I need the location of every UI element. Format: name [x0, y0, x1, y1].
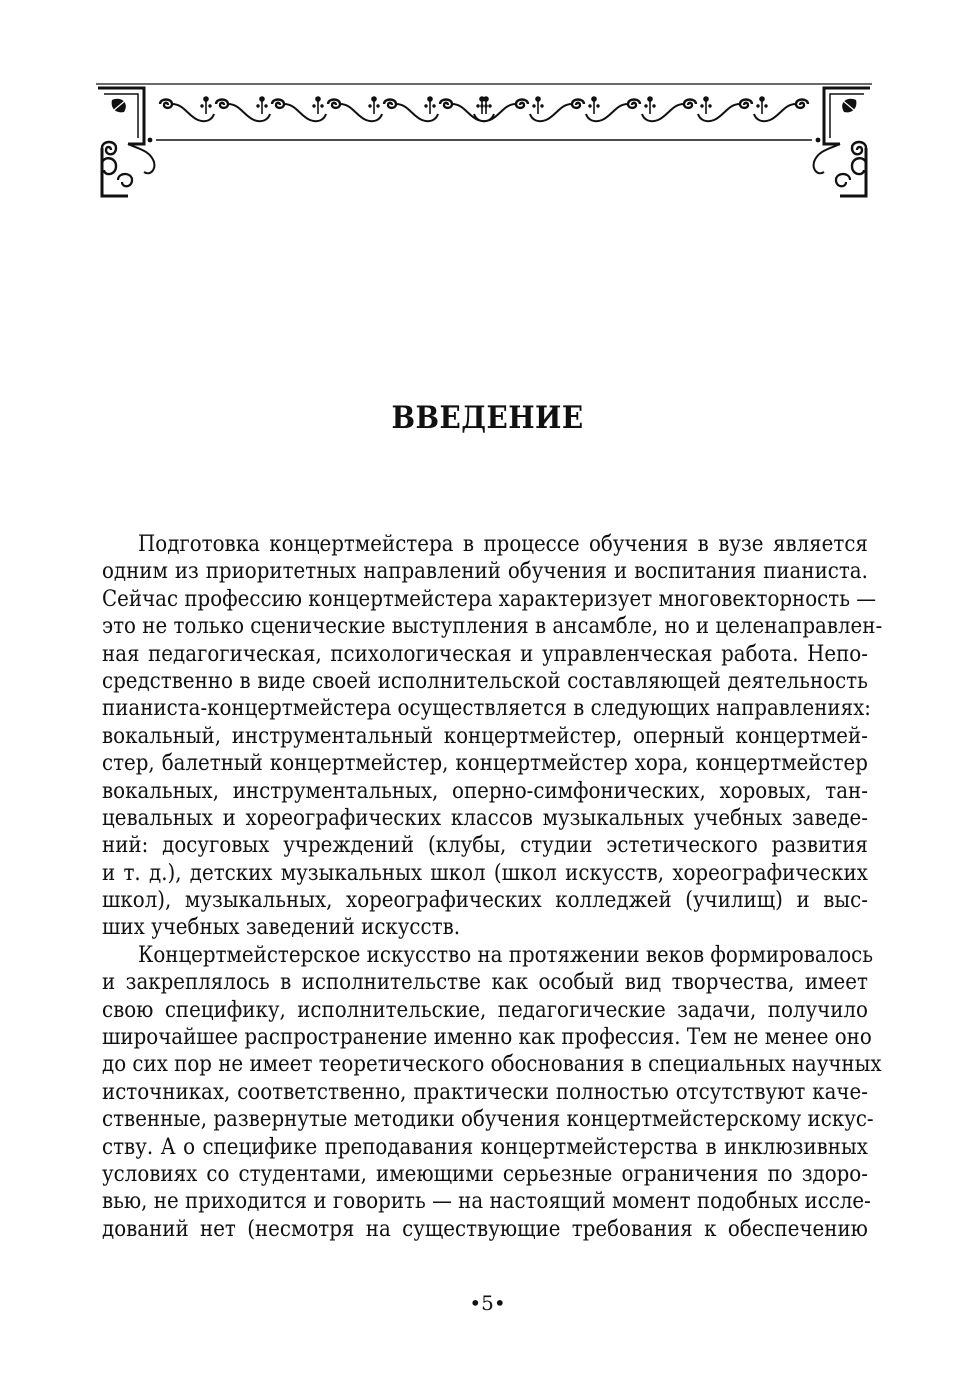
text-line: свою специфику, исполнительские, педагогические задачи, получило	[102, 997, 868, 1023]
text-line: широчайшее распространение именно как профессия. Тем не менее оно	[102, 1025, 872, 1051]
scroll-frieze	[160, 96, 494, 121]
text-line: одним из приоритетных направлений обучения и воспитания пианиста.	[102, 559, 868, 585]
text-line: ших учебных заведений искусств.	[102, 915, 461, 941]
text-line: вокальный, инструментальный концертмейстер, оперный концертмей-	[102, 723, 868, 749]
text-line: дований нет (несмотря на существующие требования к обеспечению	[102, 1216, 868, 1242]
text-line: цевальных и хореографических классов музыкальных учебных заведе-	[102, 805, 868, 831]
text-line: стер, балетный концертмейстер, концертмейстер хора, концертмейстер	[102, 751, 868, 777]
text-line: ству. А о специфике преподавания концертмейстерства в инклюзивных	[102, 1134, 868, 1160]
page-number: •5•	[469, 1291, 506, 1315]
text-line: источниках, соответственно, практически полностью отсутствуют каче-	[102, 1079, 868, 1105]
text-line: условиях со студентами, имеющими серьезные ограничения по здоро-	[102, 1161, 868, 1187]
text-line: средственно в виде своей исполнительской составляющей деятельность	[102, 668, 868, 694]
scroll-frieze-mirrored	[474, 96, 808, 121]
text-line: ная педагогическая, психологическая и управленческая работа. Непо-	[102, 641, 868, 667]
text-line: вокальных, инструментальных, оперно-симфонических, хоровых, тан-	[102, 778, 868, 804]
corner-ornament-right	[814, 88, 870, 196]
text-line: Концертмейстерское искусство на протяжении веков формировалось	[138, 942, 874, 968]
text-line: пианиста-концертмейстера осуществляется в следующих направлениях:	[102, 696, 871, 722]
paragraph-1	[102, 531, 883, 942]
text-line: до сих пор не имеет теоретического обоснования в специальных научных	[102, 1052, 882, 1078]
ornamental-header-border	[96, 82, 872, 200]
text-line: ний: досуговых учреждений (клубы, студии эстетического развития	[102, 833, 868, 859]
paragraph-2	[102, 942, 882, 1243]
text-line: это не только сценические выступления в ансамбле, но и целенаправлен-	[102, 614, 883, 640]
body-text	[102, 531, 883, 1243]
text-line: и закреплялось в исполнительстве как особый вид творчества, имеет	[102, 970, 868, 996]
text-line: Сейчас профессию концертмейстера характеризует многовекторность —	[102, 586, 877, 612]
corner-ornament-left	[98, 88, 154, 196]
text-line: и т. д.), детских музыкальных школ (школ искусств, хореографических	[102, 860, 868, 886]
chapter-title: ВВЕДЕНИЕ	[391, 400, 584, 436]
text-line: вью, не приходится и говорить — на настоящий момент подобных иссле-	[102, 1189, 871, 1215]
text-line: Подготовка концертмейстера в процессе обучения в вузе является	[138, 532, 868, 557]
text-line: школ), музыкальных, хореографических колледжей (училищ) и выс-	[102, 888, 868, 914]
text-line: ственные, развернутые методики обучения концертмейстерскому искус-	[102, 1107, 874, 1133]
